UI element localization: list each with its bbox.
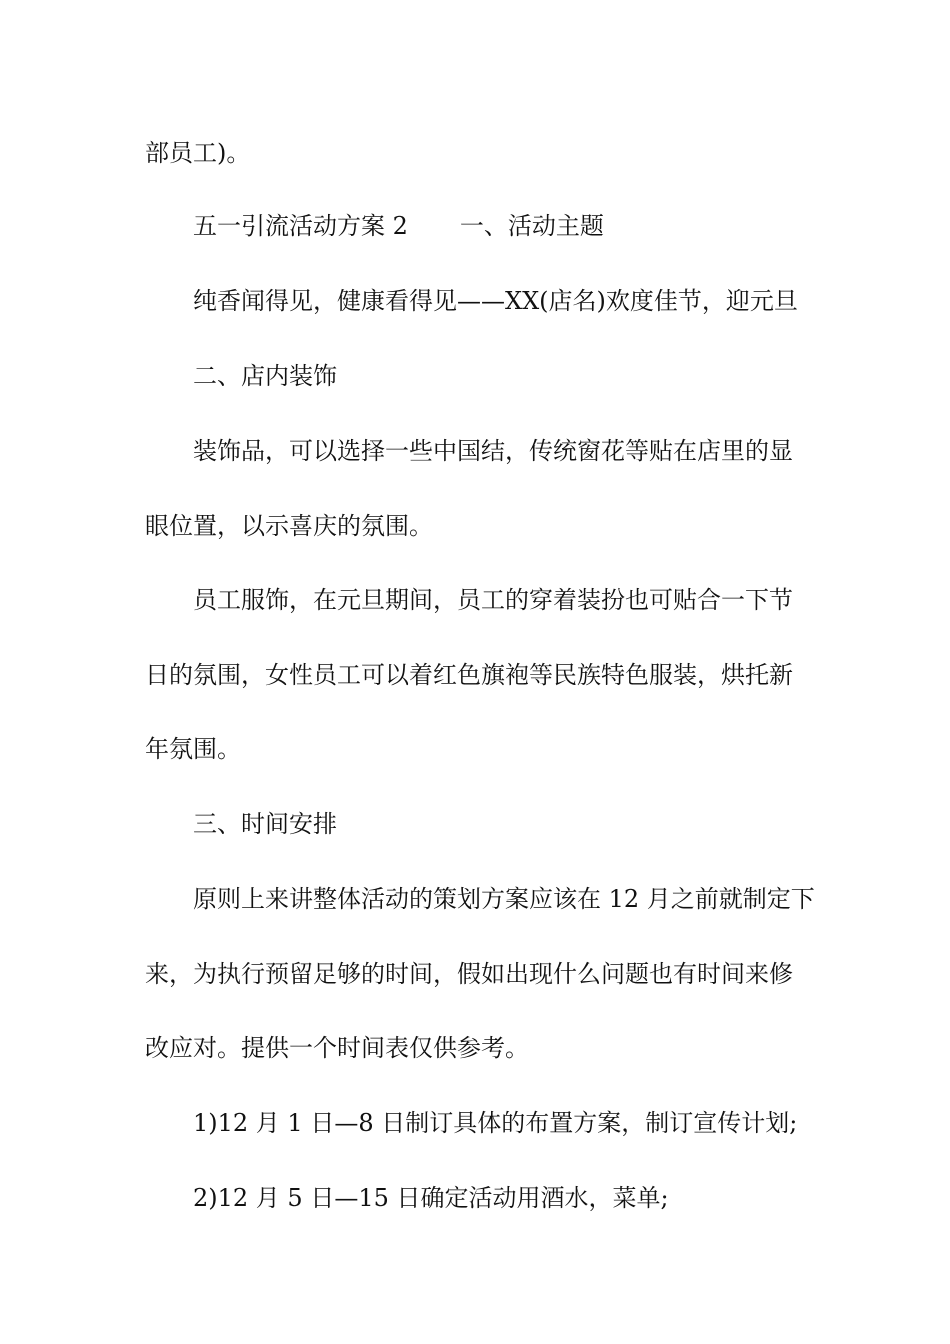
- heading-store-decoration: 二、店内装饰: [193, 362, 337, 390]
- paragraph-line: 纯香闻得见，健康看得见——XX(店名)欢度佳节，迎元旦: [193, 287, 798, 315]
- paragraph-line: 改应对。提供一个时间表仅供参考。: [145, 1034, 529, 1062]
- paragraph-line: 年氛围。: [145, 735, 241, 763]
- paragraph-line: 来，为执行预留足够的时间，假如出现什么问题也有时间来修: [145, 960, 793, 988]
- paragraph-line: 原则上来讲整体活动的策划方案应该在 12 月之前就制定下: [193, 885, 815, 913]
- list-item: 2)12 月 5 日—15 日确定活动用酒水，菜单;: [193, 1184, 669, 1212]
- paragraph-line: 日的氛围，女性员工可以着红色旗袍等民族特色服装，烘托新: [145, 661, 793, 689]
- paragraph-line: 员工服饰，在元旦期间，员工的穿着装扮也可贴合一下节: [193, 586, 793, 614]
- heading-activity-theme: 一、活动主题: [459, 212, 604, 240]
- heading-time-schedule: 三、时间安排: [193, 810, 337, 838]
- list-item: 1)12 月 1 日—8 日制订具体的布置方案，制订宣传计划;: [193, 1109, 798, 1137]
- paragraph-line: 装饰品，可以选择一些中国结，传统窗花等贴在店里的显: [193, 437, 793, 465]
- paragraph-line: 部员工)。: [145, 139, 251, 167]
- plan-title: 五一引流活动方案 2: [193, 212, 408, 240]
- section-heading-line: [193, 210, 863, 242]
- paragraph-line: 眼位置，以示喜庆的氛围。: [145, 512, 433, 540]
